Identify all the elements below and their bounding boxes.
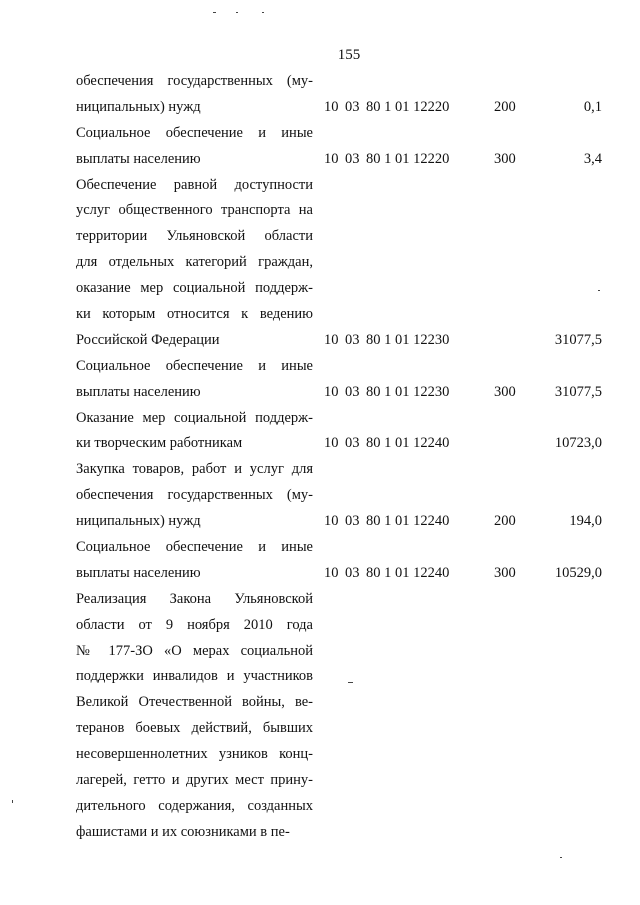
description-line: ниципальных) нужд bbox=[76, 513, 201, 530]
scan-speck bbox=[262, 12, 264, 13]
description-line: выплаты населению bbox=[76, 564, 201, 581]
description-line: несовершеннолетних узников конц- bbox=[76, 746, 313, 763]
scan-speck bbox=[348, 682, 353, 683]
scan-speck bbox=[598, 290, 600, 291]
row-codes bbox=[324, 509, 524, 535]
description-line: обеспечения государственных (му- bbox=[76, 73, 313, 89]
scan-speck bbox=[12, 800, 13, 803]
row-description bbox=[76, 173, 313, 354]
subsection-code: 03 bbox=[345, 383, 360, 400]
subsection-code: 03 bbox=[345, 435, 360, 452]
description-line: ниципальных) нужд bbox=[76, 98, 201, 115]
expense-type-code: 300 bbox=[494, 150, 516, 167]
description-line: оказание мер социальной поддерж- bbox=[76, 280, 313, 297]
table-row bbox=[76, 173, 602, 354]
row-amount: 10723,0 bbox=[554, 435, 602, 452]
row-codes bbox=[324, 431, 524, 457]
target-article-code: 80 1 01 12220 bbox=[366, 150, 450, 167]
table-row bbox=[76, 121, 602, 173]
table-row bbox=[76, 457, 602, 535]
description-line: № 177-ЗО «О мерах социальной bbox=[76, 642, 313, 659]
target-article-code: 80 1 01 12230 bbox=[366, 331, 450, 348]
description-line: для отдельных категорий граждан, bbox=[76, 254, 313, 271]
description-line: выплаты населению bbox=[76, 150, 201, 167]
description-line: Социальное обеспечение и иные bbox=[76, 357, 313, 374]
description-line: услуг общественного транспорта на bbox=[76, 202, 313, 219]
description-line: поддержки инвалидов и участников bbox=[76, 668, 313, 685]
section-code: 10 bbox=[324, 435, 339, 452]
description-line: теранов боевых действий, бывших bbox=[76, 720, 313, 737]
description-line: Социальное обеспечение и иные bbox=[76, 539, 313, 556]
scan-speck bbox=[560, 857, 562, 858]
description-line: Социальное обеспечение и иные bbox=[76, 124, 313, 141]
scan-speck bbox=[236, 12, 238, 13]
description-line: области от 9 ноября 2010 года bbox=[76, 616, 313, 633]
section-code: 10 bbox=[324, 383, 339, 400]
row-description bbox=[76, 535, 313, 587]
description-line: ки творческим работникам bbox=[76, 435, 243, 452]
target-article-code: 80 1 01 12240 bbox=[366, 513, 450, 530]
row-codes bbox=[324, 147, 524, 173]
table-row bbox=[76, 69, 602, 121]
row-codes bbox=[324, 380, 524, 406]
row-description bbox=[76, 587, 313, 846]
description-line: Российской Федерации bbox=[76, 331, 220, 348]
row-codes bbox=[324, 561, 524, 587]
expense-type-code: 300 bbox=[494, 383, 516, 400]
expense-type-code: 200 bbox=[494, 513, 516, 530]
subsection-code: 03 bbox=[345, 331, 360, 348]
subsection-code: 03 bbox=[345, 564, 360, 581]
description-line: обеспечения государственных (му- bbox=[76, 487, 313, 504]
description-line: территории Ульяновской области bbox=[76, 228, 313, 245]
row-codes bbox=[324, 820, 524, 846]
budget-table bbox=[76, 69, 602, 846]
row-description bbox=[76, 121, 313, 173]
subsection-code: 03 bbox=[345, 513, 360, 530]
description-line: фашистами и их союзниками в пе- bbox=[76, 823, 290, 840]
row-amount: 194,0 bbox=[569, 513, 602, 530]
description-line: лагерей, гетто и других мест прину- bbox=[76, 772, 313, 789]
target-article-code: 80 1 01 12240 bbox=[366, 435, 450, 452]
row-description bbox=[76, 354, 313, 406]
target-article-code: 80 1 01 12240 bbox=[366, 564, 450, 581]
row-codes bbox=[324, 328, 524, 354]
page-number: 155 bbox=[337, 47, 361, 63]
description-line: дительного содержания, созданных bbox=[76, 797, 313, 814]
description-line: ки которым относится к ведению bbox=[76, 306, 313, 323]
expense-type-code: 300 bbox=[494, 564, 516, 581]
description-line: Закупка товаров, работ и услуг для bbox=[76, 461, 313, 478]
section-code: 10 bbox=[324, 331, 339, 348]
row-description bbox=[76, 406, 313, 458]
subsection-code: 03 bbox=[345, 150, 360, 167]
subsection-code: 03 bbox=[345, 98, 360, 115]
description-line: Реализация Закона Ульяновской bbox=[76, 590, 313, 607]
row-description bbox=[76, 69, 313, 121]
row-amount: 3,4 bbox=[583, 150, 602, 167]
table-row bbox=[76, 587, 602, 846]
row-amount: 0,1 bbox=[583, 98, 602, 115]
scan-speck bbox=[213, 12, 216, 13]
description-line: Великой Отечественной войны, ве- bbox=[76, 694, 313, 711]
row-amount: 31077,5 bbox=[554, 383, 602, 400]
table-row bbox=[76, 535, 602, 587]
expense-type-code: 200 bbox=[494, 98, 516, 115]
target-article-code: 80 1 01 12230 bbox=[366, 383, 450, 400]
description-line: Обеспечение равной доступности bbox=[76, 176, 313, 193]
row-amount: 31077,5 bbox=[554, 331, 602, 348]
target-article-code: 80 1 01 12220 bbox=[366, 98, 450, 115]
row-amount: 10529,0 bbox=[554, 564, 602, 581]
section-code: 10 bbox=[324, 150, 339, 167]
section-code: 10 bbox=[324, 98, 339, 115]
description-line: выплаты населению bbox=[76, 383, 201, 400]
section-code: 10 bbox=[324, 513, 339, 530]
row-codes bbox=[324, 95, 524, 121]
table-row bbox=[76, 354, 602, 406]
section-code: 10 bbox=[324, 564, 339, 581]
row-description bbox=[76, 457, 313, 535]
table-row bbox=[76, 406, 602, 458]
description-line: Оказание мер социальной поддерж- bbox=[76, 409, 313, 426]
